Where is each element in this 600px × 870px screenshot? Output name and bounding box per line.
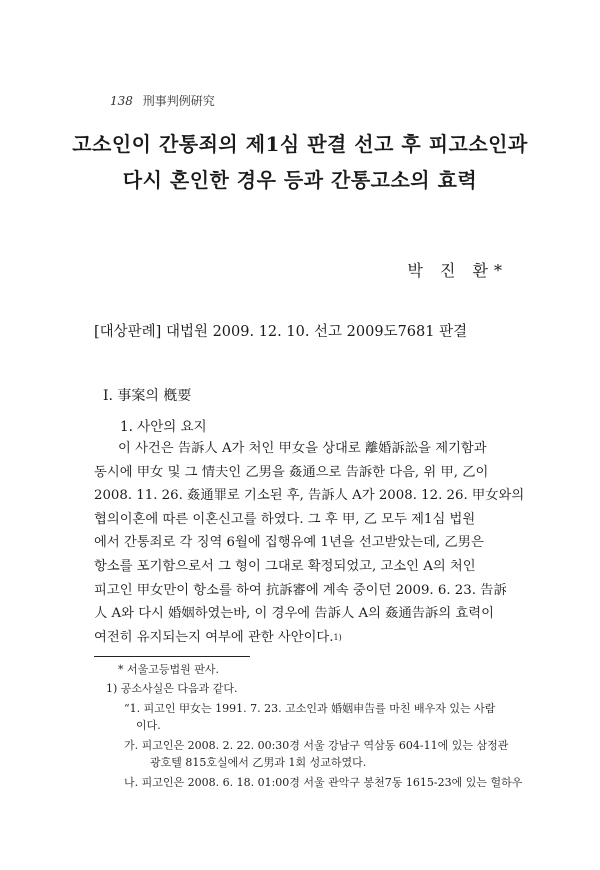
- page-number: 138: [110, 94, 133, 108]
- footnote-1-intro: 1) 공소사실은 다음과 같다.: [106, 682, 238, 695]
- running-header: [110, 92, 215, 109]
- footnote-mark: 1): [333, 632, 342, 642]
- body-line: 에서 간통죄로 각 징역 6월에 집행유예 1년을 선고받았는데, 乙男은: [94, 535, 484, 551]
- author-name: 박 진 환*: [407, 261, 508, 280]
- case-reference: [대상판례] 대법원 2009. 12. 10. 선고 2009도7681 판결: [94, 324, 468, 340]
- footnote-1-line: “1. 피고인 甲女는 1991. 7. 23. 고소인과 婚姻申告를 마친 배우자 있는 사람: [124, 702, 496, 715]
- body-line: 人 A와 다시 婚姻하였는바, 이 경우에 告訴人 A의 姦通告訴의 효력이: [94, 606, 494, 622]
- footnote-1-item-ga: 가. 피고인은 2008. 2. 22. 00:30경 서울 강남구 역삼동 604-11에 있는 삼정관: [124, 739, 509, 752]
- body-line: 2008. 11. 26. 姦通罪로 기소된 후, 告訴人 A가 2008. 12. 26. 甲女와의: [94, 488, 525, 504]
- body-line: 협의이혼에 따른 이혼신고를 하였다. 그 후 甲, 乙 모두 제1심 법원: [94, 511, 476, 527]
- footnote-author: * 서울고등법원 판사.: [118, 663, 219, 676]
- body-line: 항소를 포기함으로서 그 형이 그대로 확정되었고, 고소인 A의 처인: [94, 558, 476, 574]
- footnote-1-line: 이다.: [136, 719, 161, 732]
- footnote-divider: [94, 656, 250, 657]
- section-heading: Ⅰ. 事案의 槪要: [103, 388, 192, 404]
- article-title-line-1: 고소인이 간통죄의 제1심 판결 선고 후 피고소인과: [72, 132, 528, 156]
- footnote-1-item-na: 나. 피고인은 2008. 6. 18. 01:00경 서울 관악구 봉천7동 1615-23에 있는 헐하우: [124, 776, 523, 789]
- journal-name: 刑事判例硏究: [142, 94, 215, 108]
- body-line: 피고인 甲女만이 항소를 하여 抗訴審에 계속 중이던 2009. 6. 23. 告訴: [94, 582, 507, 598]
- body-line: 여전히 유지되는지 여부에 관한 사안이다. 1): [94, 626, 504, 650]
- body-line: 동시에 甲女 및 그 情夫인 乙男을 姦通으로 告訴한 다음, 위 甲, 乙이: [94, 464, 489, 480]
- subsection-heading: 1. 사안의 요지: [120, 419, 207, 435]
- footnote-1-item-ga-cont: 광호텔 815호실에서 乙男과 1회 성교하였다.: [150, 756, 367, 769]
- article-title-line-2: 다시 혼인한 경우 등과 간통고소의 효력: [122, 168, 478, 192]
- body-line: 이 사건은 告訴人 A가 처인 甲女을 상대로 離婚訴訟을 제기함과: [118, 441, 487, 456]
- body-paragraph: [94, 437, 525, 649]
